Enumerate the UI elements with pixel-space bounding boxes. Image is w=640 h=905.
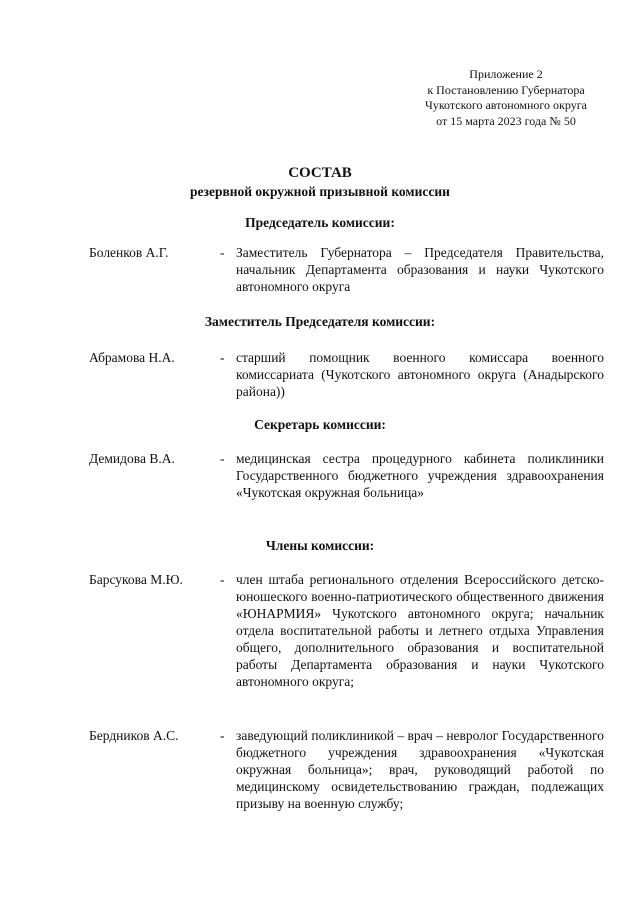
- member-dash: -: [220, 728, 225, 743]
- members-heading: Члены комиссии:: [265, 538, 375, 553]
- member-name: Барсукова М.Ю.: [89, 572, 183, 587]
- document-subtitle: резервной окружной призывной комиссии: [190, 184, 450, 199]
- appendix-block: [406, 67, 606, 129]
- member-name: Абрамова Н.А.: [89, 350, 175, 365]
- member-description: член штаба регионального отделения Всероссийского детско-юношеского военно-патриотического общественного движения «ЮНАРМИЯ» Чукотского автономного округа; начальник отдела воспитательной работы и летнего отдыха Управления общего, дополнительного образования и воспитательной работы Департамента образования и науки Чукотского автономного округа;: [236, 572, 604, 689]
- member-name: Бердников А.С.: [89, 728, 179, 743]
- appendix-line-2: к Постановлению Губернатора: [427, 82, 585, 97]
- secretary-heading: Секретарь комиссии:: [254, 417, 386, 432]
- document-title: СОСТАВ: [288, 165, 352, 181]
- member-description: старший помощник военного комиссара военного комиссариата (Чукотского автономного округа (Анадырского района)): [236, 350, 604, 399]
- member-description: Заместитель Губернатора – Председателя Правительства, начальник Департамента образования и науки Чукотского автономного округа: [236, 245, 604, 294]
- member-name: Боленков А.Г.: [89, 245, 169, 260]
- member-dash: -: [220, 245, 225, 260]
- appendix-line-4: от 15 марта 2023 года № 50: [436, 113, 576, 128]
- member-dash: -: [220, 350, 225, 365]
- deputy-heading: Заместитель Председателя комиссии:: [204, 314, 436, 329]
- appendix-line-3: Чукотского автономного округа: [425, 98, 587, 112]
- member-dash: -: [220, 572, 225, 587]
- member-description: медицинская сестра процедурного кабинета поликлиники Государственного бюджетного учреждения здравоохранения «Чукотская окружная больница»: [236, 451, 604, 500]
- member-description: заведующий поликлиникой – врач – невролог Государственного бюджетного учреждения здравоохранения «Чукотская окружная больница»; врач, руководящий работой по медицинскому освидетельствованию граждан, подлежащих призыву на военную службу;: [236, 728, 604, 811]
- member-dash: -: [220, 451, 225, 466]
- chairman-heading: Председатель комиссии:: [245, 215, 395, 230]
- appendix-line-1: Приложение 2: [469, 67, 543, 81]
- member-name: Демидова В.А.: [89, 451, 175, 466]
